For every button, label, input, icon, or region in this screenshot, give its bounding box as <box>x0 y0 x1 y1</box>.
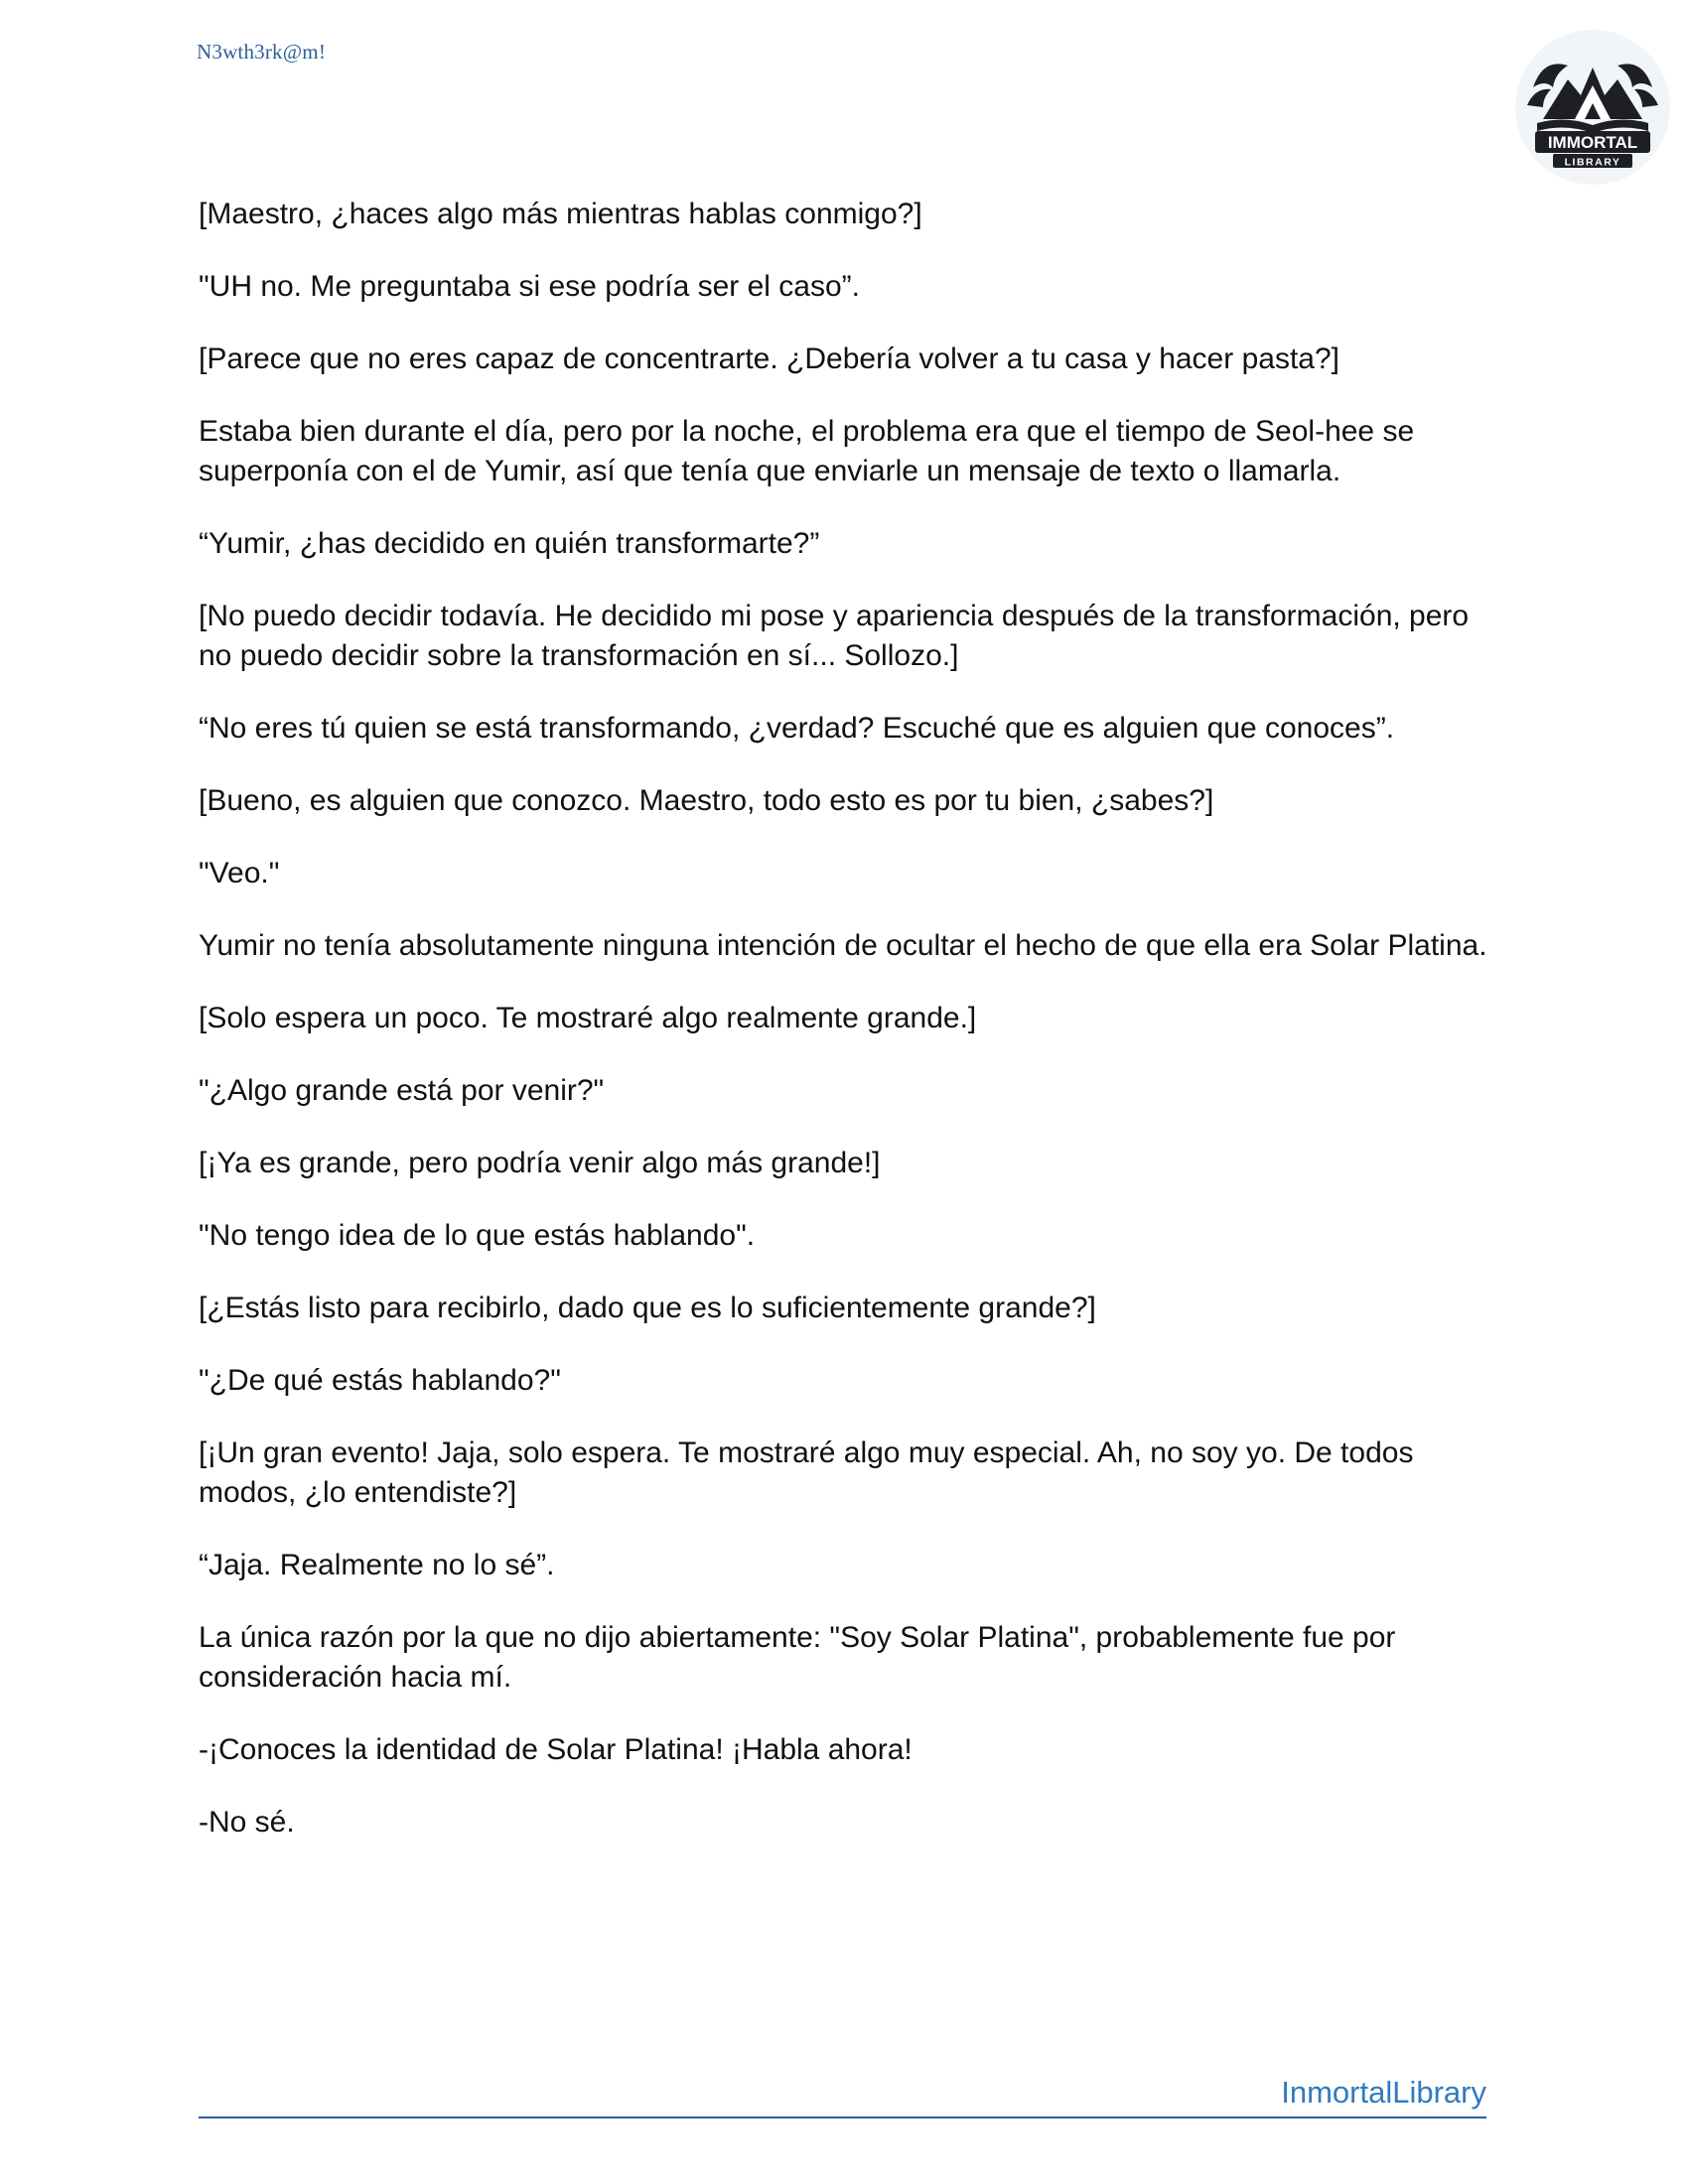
paragraph: "No tengo idea de lo que estás hablando". <box>199 1219 756 1252</box>
paragraph: [¡Un gran evento! Jaja, solo espera. Te mostraré algo muy especial. Ah, no soy yo. De todos modos, ¿lo entendiste?] <box>199 1436 1414 1509</box>
paragraph: [No puedo decidir todavía. He decidido mi pose y apariencia después de la transformación, pero no puedo decidir sobre la transformación en sí... Sollozo.] <box>199 600 1470 672</box>
paragraph: [¡Ya es grande, pero podría venir algo más grande!] <box>199 1147 881 1179</box>
paragraph: "¿De qué estás hablando?" <box>199 1364 561 1397</box>
paragraph: "UH no. Me preguntaba si ese podría ser el caso”. <box>199 270 860 303</box>
story-body <box>199 195 1489 1875</box>
footer-rule <box>199 2071 1486 2118</box>
immortal-library-logo-icon <box>1513 28 1672 187</box>
paragraph: "Veo." <box>199 857 280 889</box>
paragraph: “No eres tú quien se está transformando, ¿verdad? Escuché que es alguien que conoces”. <box>199 712 1395 745</box>
paragraph: -¡Conoces la identidad de Solar Platina! ¡Habla ahora! <box>199 1733 913 1766</box>
logo-bottom-text: LIBRARY <box>1564 156 1621 169</box>
paragraph: [Parece que no eres capaz de concentrarte. ¿Debería volver a tu casa y hacer pasta?] <box>199 342 1339 375</box>
paragraph: “Yumir, ¿has decidido en quién transformarte?” <box>199 527 820 560</box>
paragraph: “Jaja. Realmente no lo sé”. <box>199 1549 555 1581</box>
paragraph: [Maestro, ¿haces algo más mientras hablas conmigo?] <box>199 198 922 230</box>
logo-top-text: IMMORTAL <box>1547 133 1638 152</box>
paragraph: "¿Algo grande está por venir?" <box>199 1074 605 1107</box>
paragraph: -No sé. <box>199 1806 295 1839</box>
paragraph: Estaba bien durante el día, pero por la noche, el problema era que el tiempo de Seol-hee se superponía con el de Yumir, así que tenía que enviarle un mensaje de texto o llamarla. <box>199 415 1415 487</box>
paragraph: [Bueno, es alguien que conozco. Maestro, todo esto es por tu bien, ¿sabes?] <box>199 784 1214 817</box>
header-code: N3wth3rk@m! <box>197 40 327 64</box>
footer-link[interactable]: InmortalLibrary <box>1281 2075 1486 2110</box>
paragraph: La única razón por la que no dijo abiertamente: "Soy Solar Platina", probablemente fue por consideración hacia mí. <box>199 1621 1396 1694</box>
paragraph: Yumir no tenía absolutamente ninguna intención de ocultar el hecho de que ella era Solar Platina. <box>199 929 1487 962</box>
paragraph: [Solo espera un poco. Te mostraré algo realmente grande.] <box>199 1002 977 1034</box>
paragraph: [¿Estás listo para recibirlo, dado que es lo suficientemente grande?] <box>199 1292 1096 1324</box>
